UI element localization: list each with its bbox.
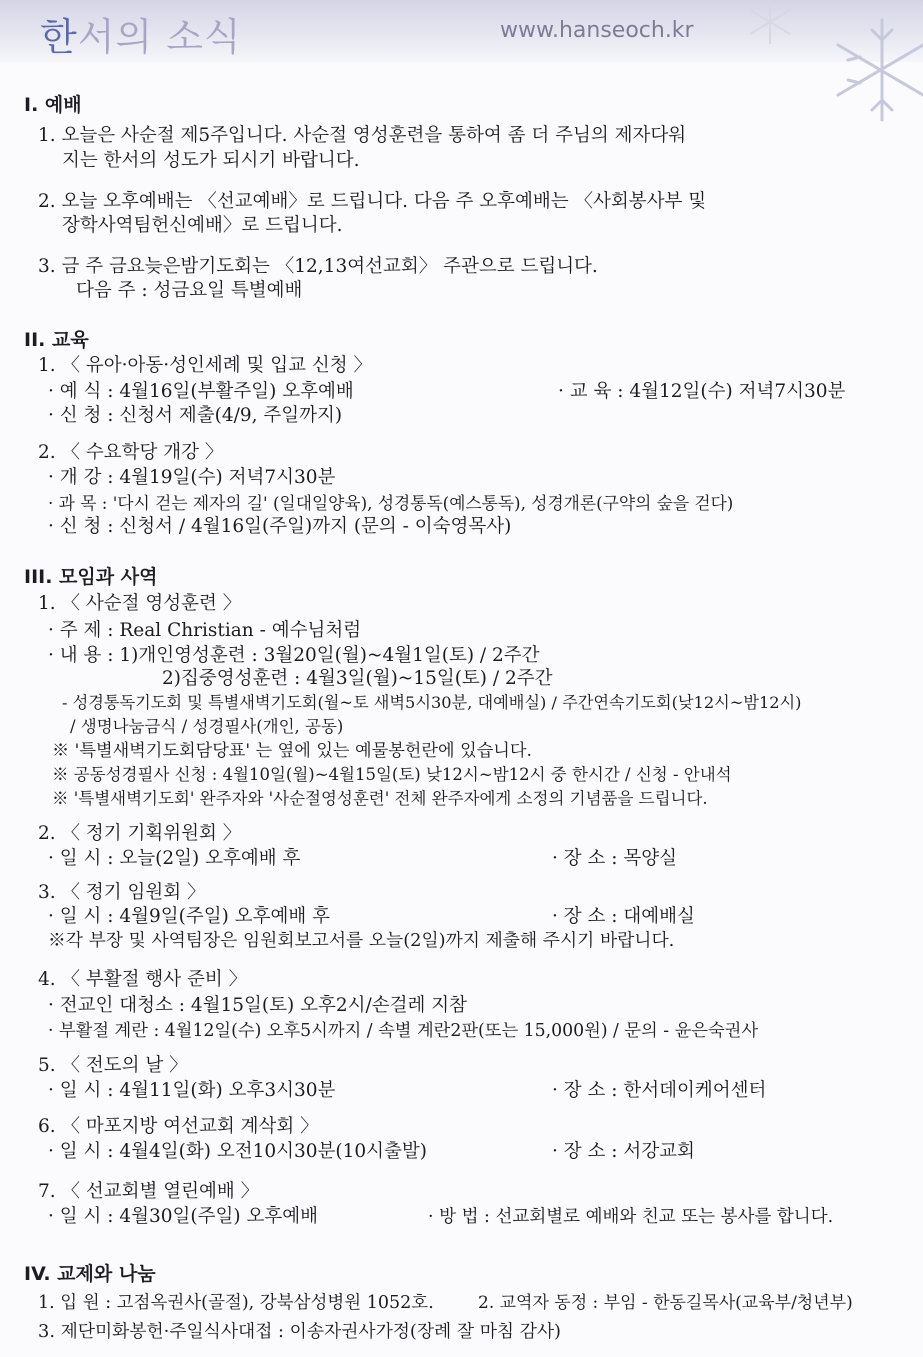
ministry-item-5-detail-right: · 장 소 : 한서데이케어센터 [552,1080,767,1101]
edu-item-1-detail: · 예 식 : 4월16일(부활주일) 오후예배 [48,381,354,402]
ministry-item-1-note: ※ 공동성경필사 신청 : 4월10일(월)~4월15일(토) 낮12시~밤12시 중 한시간 / 신청 - 안내석 [52,765,732,784]
ministry-item-3-detail: · 일 시 : 4월9일(주일) 오후예배 후 [48,906,330,927]
ministry-item-1-detail: · 주 제 : Real Christian - 예수님처럼 [48,620,362,641]
edu-item-2-detail: · 과 목 : '다시 걷는 제자의 길' (일대일양육), 성경통독(예스통독), 성경개론(구약의 숲을 걷다) [48,493,734,513]
ministry-item-5-detail: · 일 시 : 4월11일(화) 오후3시30분 [48,1080,336,1101]
edu-item-1-title: 1. 〈 유아·아동·성인세례 및 입교 신청 〉 [38,355,373,376]
worship-item-3-cont: 다음 주 : 성금요일 특별예배 [76,280,303,301]
fellowship-item-2: 2. 교역자 동정 : 부임 - 한동길목사(교육부/청년부) [478,1293,853,1313]
fellowship-item-1: 1. 입 원 : 고점옥권사(골절), 강북삼성병원 1052호. [38,1293,434,1313]
church-url: www.hanseoch.kr [500,18,694,43]
ministry-item-4-detail: · 전교인 대청소 : 4월15일(토) 오후2시/손걸레 지참 [48,995,467,1016]
ministry-item-1-note: ※ '특별새벽기도회' 완주자와 '사순절영성훈련' 전체 완주자에게 소정의 기념품을 드립니다. [52,789,708,808]
ministry-item-1-detail: · 내 용 : 1)개인영성훈련 : 3월20일(월)~4월1일(토) / 2주간 [48,645,540,666]
ministry-item-3-detail-right: · 장 소 : 대예배실 [552,906,695,927]
edu-item-2-detail: · 신 청 : 신청서 / 4월16일(주일)까지 (문의 - 이숙영목사) [48,516,512,537]
edu-item-1-detail: · 신 청 : 신청서 제출(4/9, 주일까지) [48,405,343,426]
ministry-item-3-title: 3. 〈 정기 임원회 〉 [38,882,206,903]
fellowship-item-3: 3. 제단미화봉헌·주일식사대접 : 이송자권사가정(장례 잘 마침 감사) [38,1321,561,1342]
worship-item-2-cont: 장학사역팀헌신예배〉로 드립니다. [62,215,343,236]
edu-item-2-title: 2. 〈 수요학당 개강 〉 [38,442,224,463]
ministry-item-4-title: 4. 〈 부활절 행사 준비 〉 [38,969,248,990]
ministry-item-5-title: 5. 〈 전도의 날 〉 [38,1055,188,1076]
worship-item-1-cont: 지는 한서의 성도가 되시기 바랍니다. [62,150,360,171]
ministry-item-4-detail: · 부활절 계란 : 4월12일(수) 오후5시까지 / 속별 계란2판(또는 15,000원) / 문의 - 윤은숙권사 [48,1021,759,1041]
ministry-item-7-detail: · 일 시 : 4월30일(주일) 오후예배 [48,1206,318,1227]
ministry-item-2-detail-right: · 장 소 : 목양실 [552,848,677,869]
section-heading-education: II. 교육 [24,329,89,351]
section-heading-ministry: III. 모임과 사역 [24,566,158,588]
ministry-item-7-title: 7. 〈 선교회별 열린예배 〉 [38,1181,260,1202]
section-heading-fellowship: IV. 교제와 나눔 [24,1263,156,1285]
edu-item-1-detail-right: · 교 육 : 4월12일(수) 저녁7시30분 [558,381,846,402]
ministry-item-1-note: ※ '특별새벽기도회담당표' 는 옆에 있는 예물봉헌란에 있습니다. [52,741,532,761]
ministry-item-2-title: 2. 〈 정기 기획위원회 〉 [38,823,242,844]
ministry-item-6-detail-right: · 장 소 : 서강교회 [552,1141,695,1162]
ministry-item-1-detail: 2)집중영성훈련 : 4월3일(월)~15일(토) / 2주간 [162,668,553,689]
ministry-item-6-detail: · 일 시 : 4월4일(화) 오전10시30분(10시출발) [48,1141,428,1162]
worship-item-1: 1. 오늘은 사순절 제5주입니다. 사순절 영성훈련을 통하여 좀 더 주님의 제자다워 [38,125,687,146]
ministry-item-2-detail: · 일 시 : 오늘(2일) 오후예배 후 [48,848,301,869]
worship-item-2: 2. 오늘 오후예배는 〈선교예배〉로 드립니다. 다음 주 오후예배는 〈사회봉사부 및 [38,191,707,212]
newsletter-title-rest: 서의 소식 [77,15,242,59]
ministry-item-1-title: 1. 〈 사순절 영성훈련 〉 [38,593,242,614]
ministry-item-1-detail: / 생명나눔금식 / 성경필사(개인, 공동) [70,717,344,736]
edu-item-2-detail: · 개 강 : 4월19일(수) 저녁7시30분 [48,467,336,488]
worship-item-3: 3. 금 주 금요늦은밤기도회는 〈12,13여선교회〉 주관으로 드립니다. [38,256,598,277]
section-heading-worship: I. 예배 [24,94,82,116]
ministry-item-3-note: ※각 부장 및 사역팀장은 임원회보고서를 오늘(2일)까지 제출해 주시기 바랍니다. [48,930,675,951]
ministry-item-7-detail-right: · 방 법 : 선교회별로 예배와 친교 또는 봉사를 합니다. [428,1207,834,1227]
newsletter-title-first: 한 [40,15,78,59]
ministry-item-1-detail: - 성경통독기도회 및 특별새벽기도회(월~토 새벽5시30분, 대예배실) / 주간연속기도회(낮12시~밤12시) [62,693,802,712]
ministry-item-6-title: 6. 〈 마포지방 여선교회 계삭회 〉 [38,1116,319,1137]
